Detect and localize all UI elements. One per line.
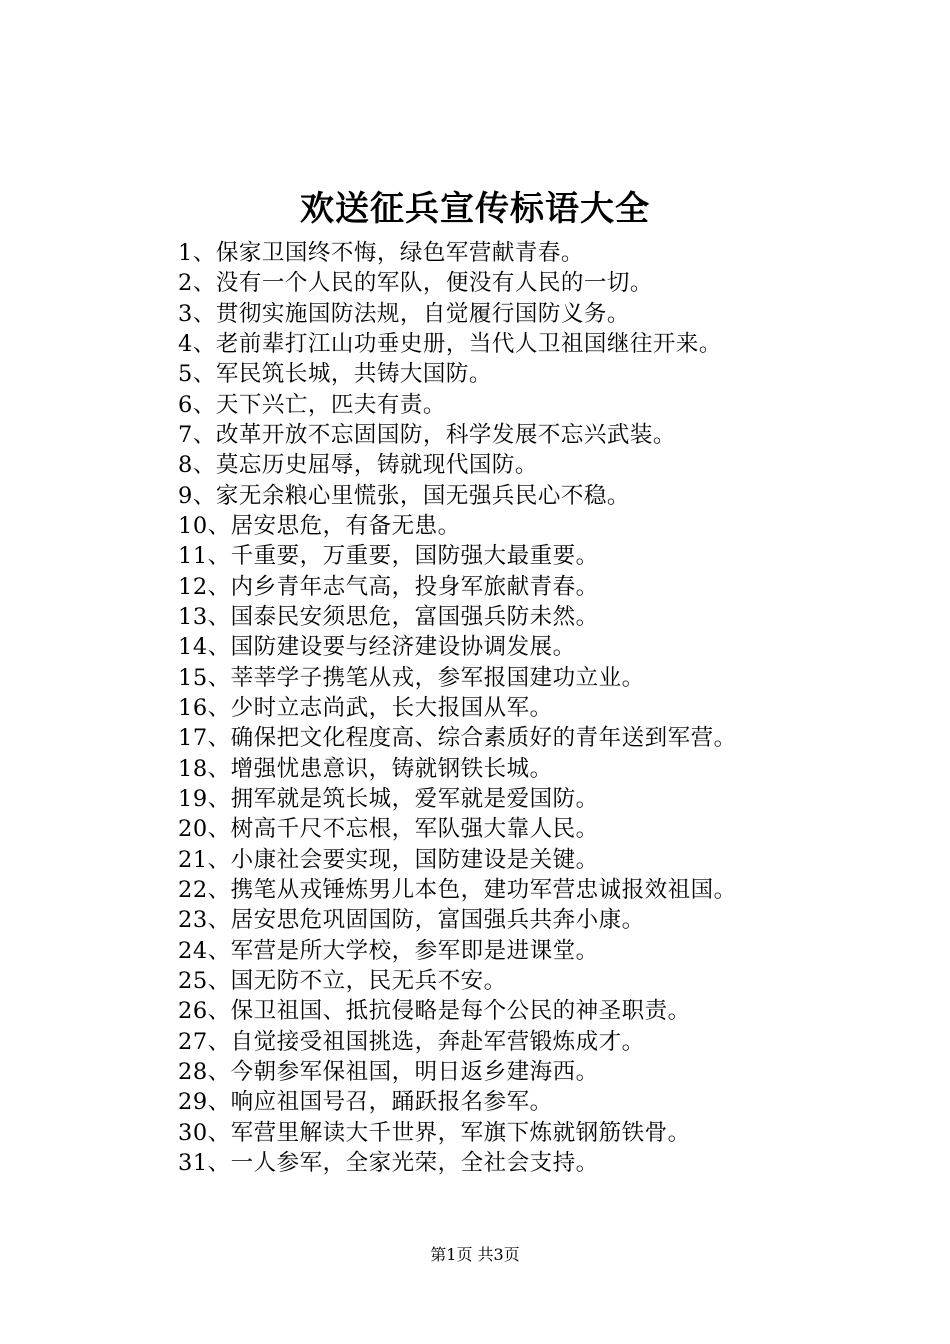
slogan-item: 24、军营是所大学校，参军即是进课堂。 [178,937,599,964]
slogan-item: 30、军营里解读大千世界，军旗下炼就钢筋铁骨。 [178,1119,691,1146]
slogan-item: 20、树高千尺不忘根，军队强大靠人民。 [178,816,599,843]
slogan-item: 15、莘莘学子携笔从戎，参军报国建功立业。 [178,664,645,691]
slogan-item: 3、贯彻实施国防法规，自觉履行国防义务。 [178,300,630,327]
slogan-item: 27、自觉接受祖国挑选，奔赴军营锻炼成才。 [178,1028,645,1055]
slogan-item: 13、国泰民安须思危，富国强兵防未然。 [178,603,599,630]
slogan-item: 10、居安思危，有备无患。 [178,512,461,539]
page-footer: 第1页 共3页 [430,1245,520,1264]
slogan-item: 5、军民筑长城，共铸大国防。 [178,361,492,388]
slogan-item: 7、改革开放不忘固国防，科学发展不忘兴武装。 [178,421,676,448]
slogan-item: 25、国无防不立，民无兵不安。 [178,967,507,994]
slogan-item: 31、一人参军，全家光荣，全社会支持。 [178,1149,599,1176]
slogan-item: 21、小康社会要实现，国防建设是关键。 [178,846,599,873]
slogan-item: 4、老前辈打江山功垂史册，当代人卫祖国继往开来。 [178,330,722,357]
slogan-item: 1、保家卫国终不悔，绿色军营献青春。 [178,240,584,266]
document-title: 欢送征兵宣传标语大全 [300,189,650,229]
slogan-item: 2、没有一个人民的军队，便没有人民的一切。 [178,270,653,297]
slogan-item: 28、今朝参军保祖国，明日返乡建海西。 [178,1058,599,1085]
slogan-item: 22、携笔从戎锤炼男儿本色，建功军营忠诚报效祖国。 [178,876,737,903]
slogan-item: 14、国防建设要与经济建设协调发展。 [178,634,576,661]
slogan-item: 8、莫忘历史屈辱，铸就现代国防。 [178,452,538,479]
slogan-item: 18、增强忧患意识，铸就钢铁长城。 [178,755,553,782]
slogan-item: 12、内乡青年志气高，投身军旅献青春。 [178,573,599,600]
slogan-item: 11、千重要，万重要，国防强大最重要。 [178,543,599,570]
slogan-list [178,238,918,1178]
slogan-item: 6、天下兴亡，匹夫有责。 [178,391,446,418]
slogan-item: 17、确保把文化程度高、综合素质好的青年送到军营。 [178,725,737,752]
slogan-item: 19、拥军就是筑长城，爱军就是爱国防。 [178,785,599,812]
slogan-item: 23、居安思危巩固国防，富国强兵共奔小康。 [178,907,645,934]
slogan-item: 29、响应祖国号召，踊跃报名参军。 [178,1089,553,1116]
slogan-item: 26、保卫祖国、抵抗侵略是每个公民的神圣职责。 [178,998,691,1025]
slogan-item: 16、少时立志尚武，长大报国从军。 [178,694,553,721]
slogan-item: 9、家无余粮心里慌张，国无强兵民心不稳。 [178,482,630,509]
